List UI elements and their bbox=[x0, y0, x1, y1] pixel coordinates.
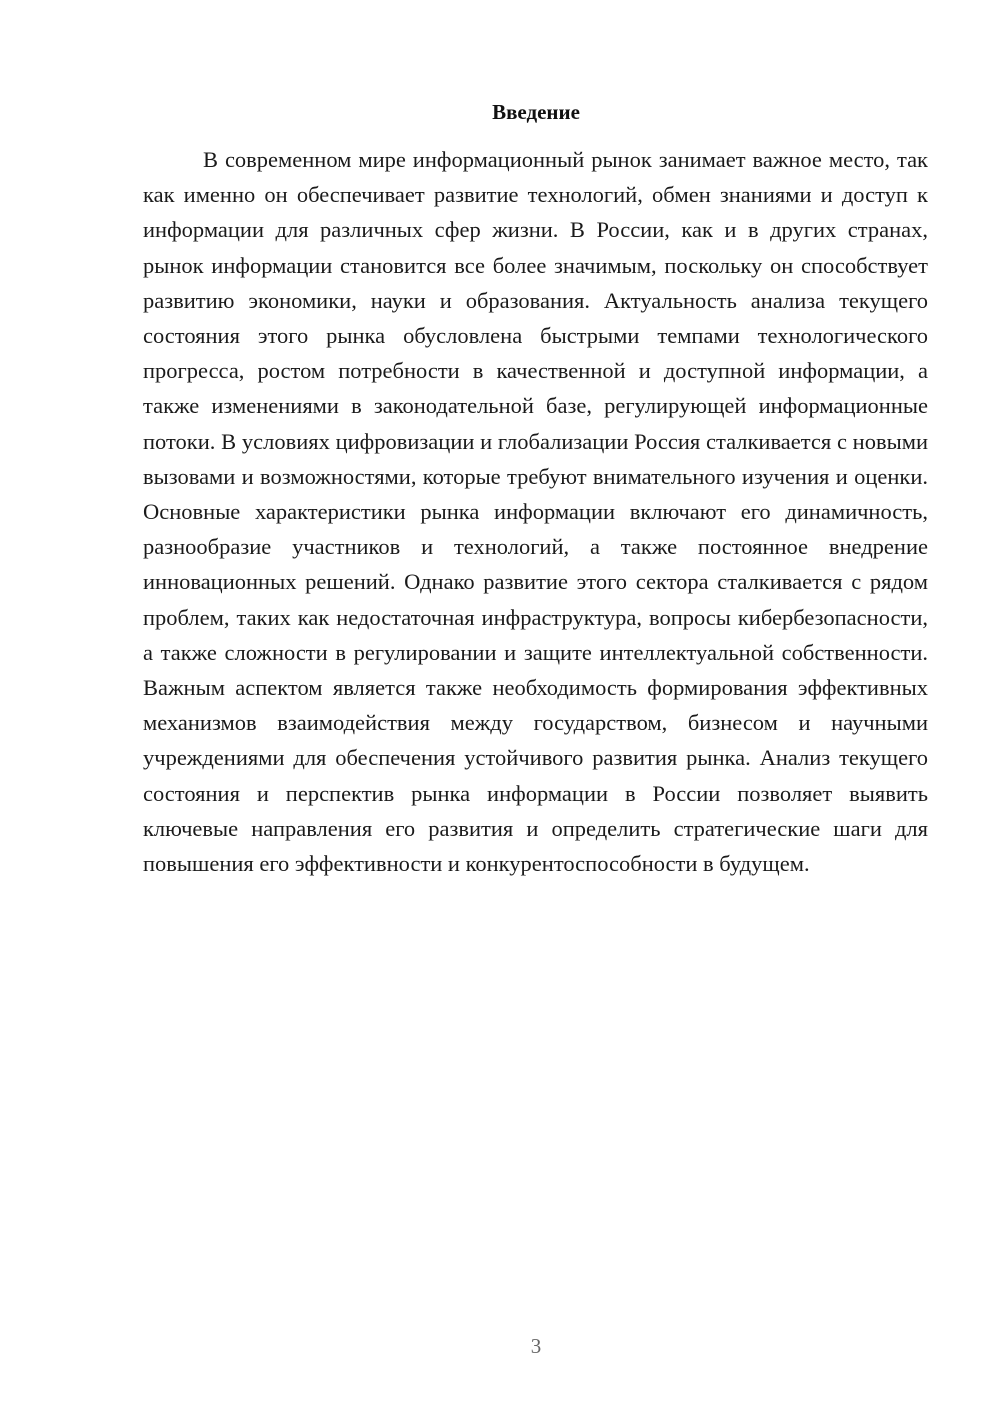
body-paragraph: В современном мире информационный рынок занимает важное место, так как именно он обеспечивает развитие технологий, обмен знаниями и доступ к информации для различных сфер жизни. В России, как и в других странах, рынок информации становится все более значимым, поскольку он способствует развитию экономики, науки и образования. Актуальность анализа текущего состояния этого рынка обусловлена быстрыми темпами технологического прогресса, ростом потребности в качественной и доступной информации, а также изменениями в законодательной базе, регулирующей информационные потоки. В условиях цифровизации и глобализации Россия сталкивается с новыми вызовами и возможностями, которые требуют внимательного изучения и оценки. Основные характеристики рынка информации включают его динамичность, разнообразие участников и технологий, а также постоянное внедрение инновационных решений. Однако развитие этого сектора сталкивается с рядом проблем, таких как недостаточная инфраструктура, вопросы кибербезопасности, а также сложности в регулировании и защите интеллектуальной собственности. Важным аспектом является также необходимость формирования эффективных механизмов взаимодействия между государством, бизнесом и научными учреждениями для обеспечения устойчивого развития рынка. Анализ текущего состояния и перспектив рынка информации в России позволяет выявить ключевые направления его развития и определить стратегические шаги для повышения его эффективности и конкурентоспособности в будущем. bbox=[143, 147, 928, 877]
page-title: Введение bbox=[492, 100, 580, 124]
page-number: 3 bbox=[530, 1334, 542, 1358]
